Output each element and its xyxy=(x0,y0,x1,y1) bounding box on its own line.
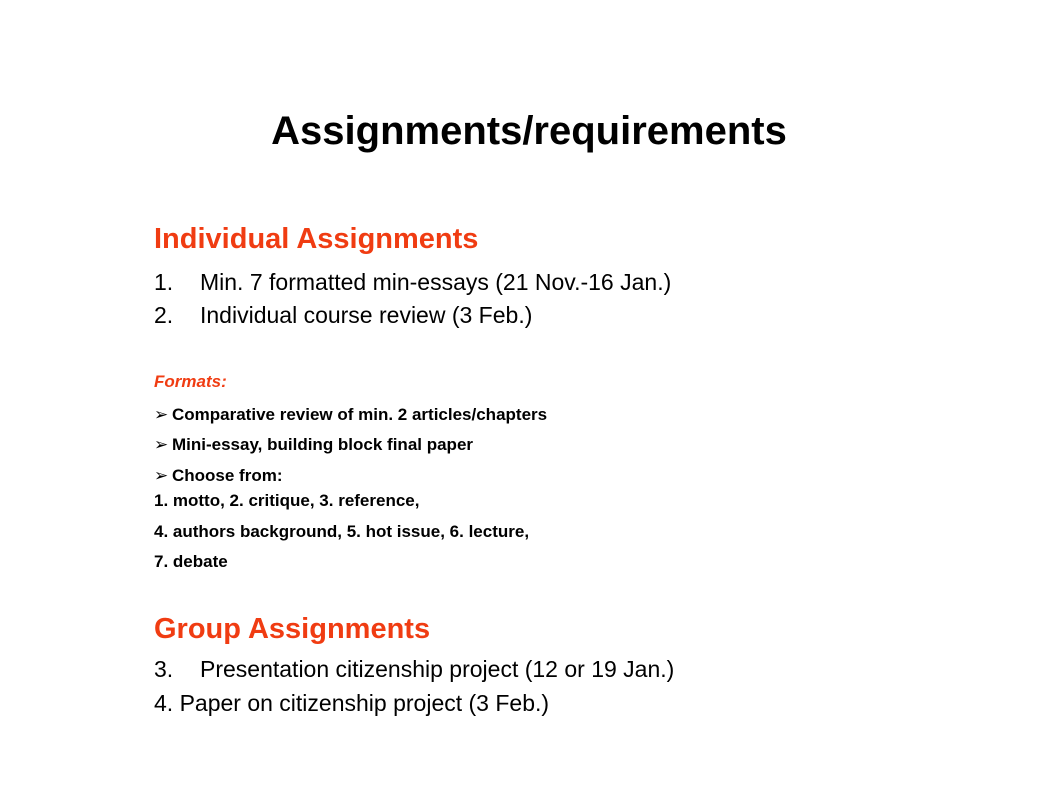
list-item-text: Presentation citizenship project (12 or 19 Jan.) xyxy=(200,656,675,682)
arrow-bullet-icon: ➢ xyxy=(154,466,169,485)
individual-item-2 xyxy=(154,301,532,329)
slide-title: Assignments/requirements xyxy=(271,109,787,153)
formats-label: Formats: xyxy=(154,372,227,391)
choice-line-2: 4. authors background, 5. hot issue, 6. lecture, xyxy=(154,522,530,541)
bullet-text: Mini-essay, building block final paper xyxy=(172,435,474,454)
bullet-text: Comparative review of min. 2 articles/chapters xyxy=(172,405,548,424)
format-bullet-2 xyxy=(154,434,473,456)
arrow-bullet-icon: ➢ xyxy=(154,435,169,454)
group-item-4: 4. Paper on citizenship project (3 Feb.) xyxy=(154,690,550,716)
individual-item-1 xyxy=(154,268,671,296)
group-assignments-heading: Group Assignments xyxy=(154,613,431,645)
bullet-text: Choose from: xyxy=(172,466,283,485)
individual-assignments-heading: Individual Assignments xyxy=(154,223,479,255)
list-number: 3. xyxy=(154,656,174,682)
choice-line-3: 7. debate xyxy=(154,552,228,571)
list-item-text: Individual course review (3 Feb.) xyxy=(200,302,533,328)
choice-line-1: 1. motto, 2. critique, 3. reference, xyxy=(154,491,420,510)
list-number: 1. xyxy=(154,269,174,295)
group-item-3 xyxy=(154,655,674,683)
list-number: 2. xyxy=(154,302,174,328)
format-bullet-3 xyxy=(154,465,283,487)
format-bullet-1 xyxy=(154,404,547,426)
arrow-bullet-icon: ➢ xyxy=(154,405,169,424)
list-item-text: Min. 7 formatted min-essays (21 Nov.-16 Jan.) xyxy=(200,269,672,295)
